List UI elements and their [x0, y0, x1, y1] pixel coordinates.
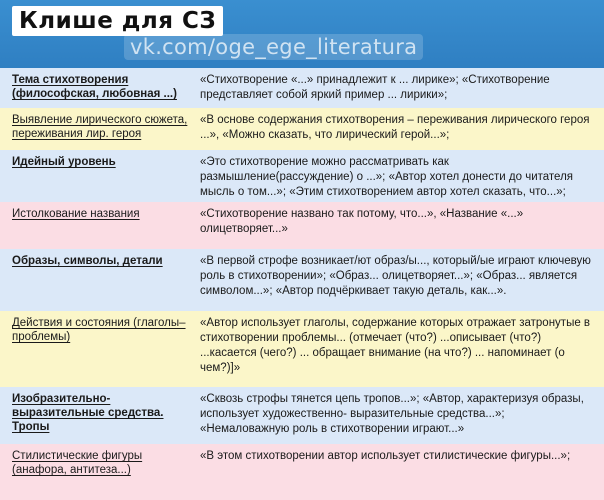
phrases-cell: «Это стихотворение можно рассматривать как размышление(рассуждение) о ...»; «Автор хотел донести до читателя мысль о том...»; «Этим стихотворением автор хотел сказать, что...»; — [200, 156, 574, 198]
table-row — [0, 387, 604, 444]
term-label: Стилистические фигуры (анафора, антитеза...) — [12, 450, 143, 476]
table-row — [0, 68, 604, 108]
term-label: Выявление лирического сюжета, переживания лир. героя — [12, 114, 188, 140]
term-label: Истолкование названия — [12, 208, 140, 220]
table-row — [0, 202, 604, 249]
phrases-cell: «В этом стихотворении автор использует стилистические фигуры...»; — [200, 450, 571, 462]
phrases-cell: «Автор использует глаголы, содержание которых отражает затронутые в стихотворении проблемы... (отмечает (что?) ...описывает (что?) ...касается (чего?) ... обращает внимание (на что?) ... напоминает (о чем?)]» — [200, 317, 591, 374]
term-label: Образы, символы, детали — [12, 255, 163, 267]
page-title: Клише для СЗ — [12, 6, 223, 36]
term-cell — [0, 68, 190, 108]
term-cell — [0, 311, 190, 387]
phrases-cell: «Сквозь строфы тянется цепь тропов...»; «Автор, характеризуя образы, использует художественно- выразительные средства...»; «Немаловажную роль в стихотворении играют...» — [200, 393, 584, 435]
term-label: Действия и состояния (глаголы–проблемы) — [12, 317, 186, 343]
term-cell — [0, 202, 190, 249]
cliche-table — [0, 68, 604, 500]
table-row — [0, 311, 604, 387]
term-cell — [0, 249, 190, 311]
watermark: vk.com/oge_ege_literatura — [124, 34, 423, 60]
phrases-cell: «Стихотворение названо так потому, что...», «Название «...» олицетворяет...» — [200, 208, 524, 235]
phrases-cell: «В основе содержания стихотворения – переживания лирического героя ...», «Можно сказать, что лирический герой...»; — [200, 114, 590, 141]
table-row — [0, 444, 604, 500]
phrases-cell: «Стихотворение «...» принадлежит к ... лирике»; «Стихотворение представляет собой яркий пример ... лирики»; — [200, 74, 550, 101]
term-label: Идейный уровень — [12, 156, 116, 168]
term-label: Изобразительно-выразительные средства. Тропы — [12, 393, 164, 433]
term-cell — [0, 444, 190, 500]
table-row — [0, 150, 604, 202]
term-cell — [0, 387, 190, 444]
term-cell — [0, 150, 190, 202]
table-row — [0, 249, 604, 311]
term-label: Тема стихотворения (философская, любовная ...) — [12, 74, 177, 100]
term-cell — [0, 108, 190, 150]
phrases-cell: «В первой строфе возникает/ют образ/ы..., который/ые играют ключевую роль в стихотворении»; «Образ... олицетворяет...»; «Образ... является символом...»; «Автор подчёркивает такую деталь, как...». — [200, 255, 591, 297]
table-row — [0, 108, 604, 150]
header-banner — [0, 0, 604, 68]
